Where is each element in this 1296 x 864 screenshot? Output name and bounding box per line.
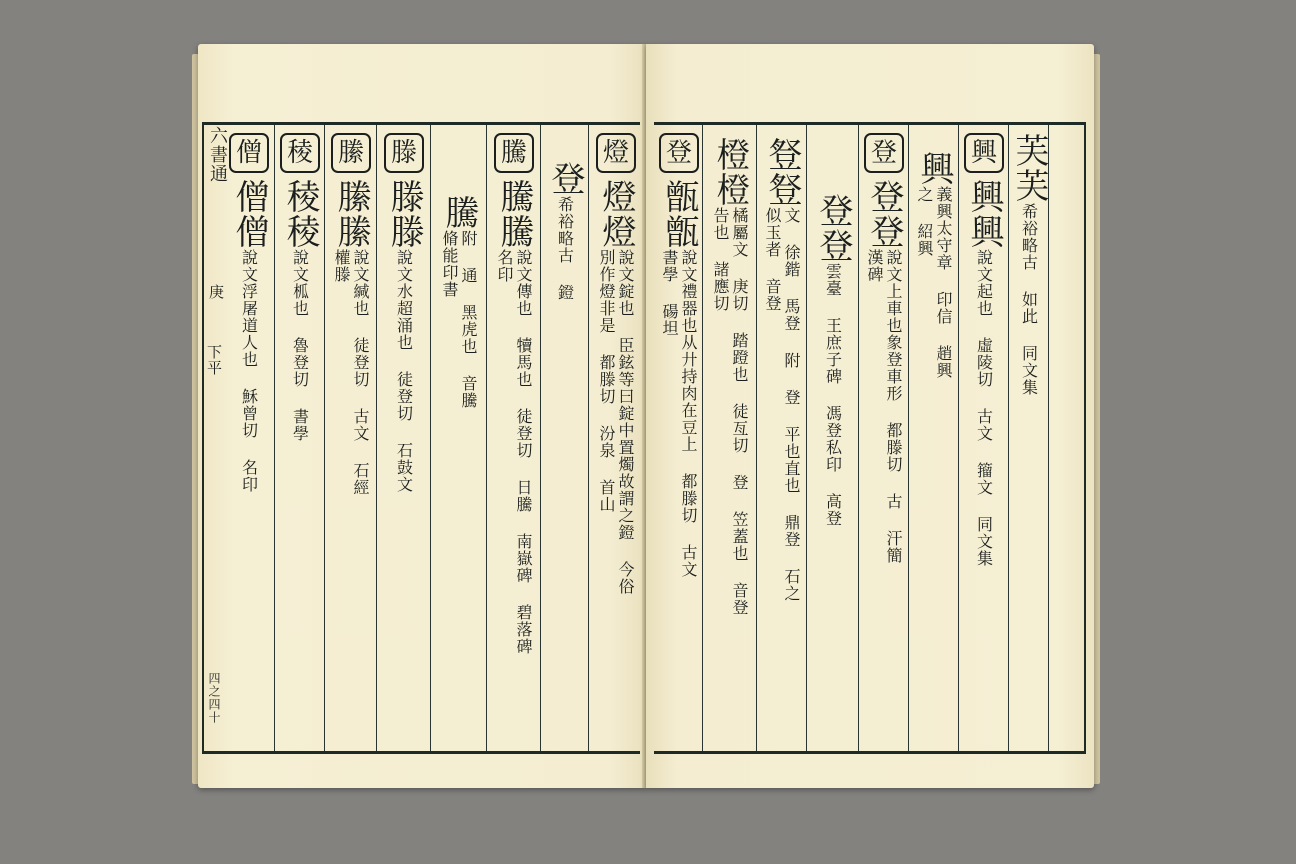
column-rule xyxy=(540,125,541,751)
seal-glyphs: 芙芙 xyxy=(1009,133,1049,203)
right-col-7 xyxy=(704,133,756,637)
annotation-text: 橘屬文 庚切 踏蹬也 徒亙切 登 笠蓋也 音登 告也 諸應切 xyxy=(711,207,749,616)
column-rule xyxy=(588,125,589,751)
seal-glyphs: 騰騰 xyxy=(494,179,534,249)
column-rule xyxy=(756,125,757,751)
annotation-text: 雲臺 王庶子碑 馮登私印 高登 xyxy=(823,263,843,527)
seal-glyphs: 登登 xyxy=(864,179,904,249)
seal-glyphs: 滕滕 xyxy=(384,179,424,249)
column-rule xyxy=(858,125,859,751)
annotation-text: 說文柧也 魯登切 書學 xyxy=(290,249,310,442)
annotation-text: 希裕略古 鐙 xyxy=(555,196,575,301)
seal-glyphs: 登登 xyxy=(813,193,853,263)
book-edge-right xyxy=(1094,54,1100,784)
right-col-8 xyxy=(656,133,702,579)
head-character: 滕 xyxy=(384,133,424,173)
section-label: 下平 xyxy=(205,344,223,376)
head-character: 燈 xyxy=(596,133,636,173)
annotation-text: 文 徐鍇 馬登 附 登 平也直也 鼎登 石之似玉者 音登 xyxy=(763,207,801,602)
seal-glyphs: 僧僧 xyxy=(229,179,269,249)
annotation-text: 附 通 黑虎也 音騰 脩能印書 xyxy=(440,230,478,409)
column-rule xyxy=(908,125,909,751)
head-character: 登 xyxy=(659,133,699,173)
seal-glyphs: 豋豋 xyxy=(762,137,802,207)
annotation-text: 說文禮器也从廾持肉在豆上 都滕切 古文 書學 碭坦 xyxy=(660,249,698,578)
seal-glyphs: 興 xyxy=(914,151,954,186)
left-col-2 xyxy=(542,133,588,316)
annotation-text: 說文水超涌也 徒登切 石鼓文 xyxy=(394,249,414,493)
column-rule xyxy=(702,125,703,751)
book-title-strip: 六書通 xyxy=(207,126,228,183)
seal-glyphs: 縢縢 xyxy=(331,179,371,249)
annotation-text: 說文錠也 臣鉉等曰錠中置燭故謂之鐙 今俗別作燈非是 都滕切 汾泉 首山 xyxy=(597,249,635,595)
folio-number: 四之四十 xyxy=(207,672,221,724)
seal-glyphs: 登 xyxy=(545,161,585,196)
seal-glyphs: 騰 xyxy=(439,195,479,230)
head-character: 僧 xyxy=(229,133,269,173)
open-book xyxy=(198,44,1094,788)
left-page-frame xyxy=(202,122,640,754)
left-col-4 xyxy=(432,133,486,430)
column-rule xyxy=(1048,125,1049,751)
seal-glyphs: 興興 xyxy=(964,179,1004,249)
right-col-3 xyxy=(910,133,958,386)
annotation-text: 說文上車也象登車形 都滕切 古 汗簡 漢碑 xyxy=(865,249,903,564)
left-col-6 xyxy=(326,133,376,509)
column-rule xyxy=(1008,125,1009,751)
annotation-text: 義興太守章 印信 趙興之 紹興 xyxy=(915,186,953,379)
annotation-text: 說文浮屠道人也 穌曾切 名印 xyxy=(239,249,259,493)
left-col-1 xyxy=(592,133,640,609)
column-rule xyxy=(806,125,807,751)
right-col-2 xyxy=(960,133,1008,579)
head-character: 興 xyxy=(964,133,1004,173)
annotation-text: 說文起也 虛陵切 古文 籀文 同文集 xyxy=(974,249,994,567)
column-rule xyxy=(430,125,431,751)
left-page xyxy=(198,44,646,788)
column-rule xyxy=(376,125,377,751)
column-rule xyxy=(958,125,959,751)
seal-glyphs: 稜稜 xyxy=(280,179,320,249)
column-rule xyxy=(274,125,275,751)
seal-glyphs: 橙橙 xyxy=(710,137,750,207)
annotation-text: 說文緘也 徒登切 古文 石經 權滕 xyxy=(332,249,370,496)
right-page-frame xyxy=(654,122,1086,754)
head-character: 縢 xyxy=(331,133,371,173)
annotation-text: 希裕略古 如此 同文集 xyxy=(1019,203,1039,396)
seal-glyphs: 燈燈 xyxy=(596,179,636,249)
right-col-5 xyxy=(808,133,858,563)
head-character: 登 xyxy=(864,133,904,173)
right-col-1 xyxy=(1010,133,1048,403)
head-character: 稜 xyxy=(280,133,320,173)
head-character: 騰 xyxy=(494,133,534,173)
left-col-7 xyxy=(276,133,324,449)
left-col-3 xyxy=(488,133,540,679)
right-col-4 xyxy=(860,133,908,579)
annotation-text: 說文傳也 犢馬也 徒登切 日騰 南嶽碑 碧落碑 名印 xyxy=(495,249,533,655)
left-col-8 xyxy=(224,133,274,509)
seal-glyphs: 甑甑 xyxy=(659,179,699,249)
right-col-6 xyxy=(758,133,806,607)
rhyme-label: 庚 xyxy=(207,284,225,300)
column-rule xyxy=(486,125,487,751)
left-col-5 xyxy=(378,133,430,509)
column-rule xyxy=(324,125,325,751)
